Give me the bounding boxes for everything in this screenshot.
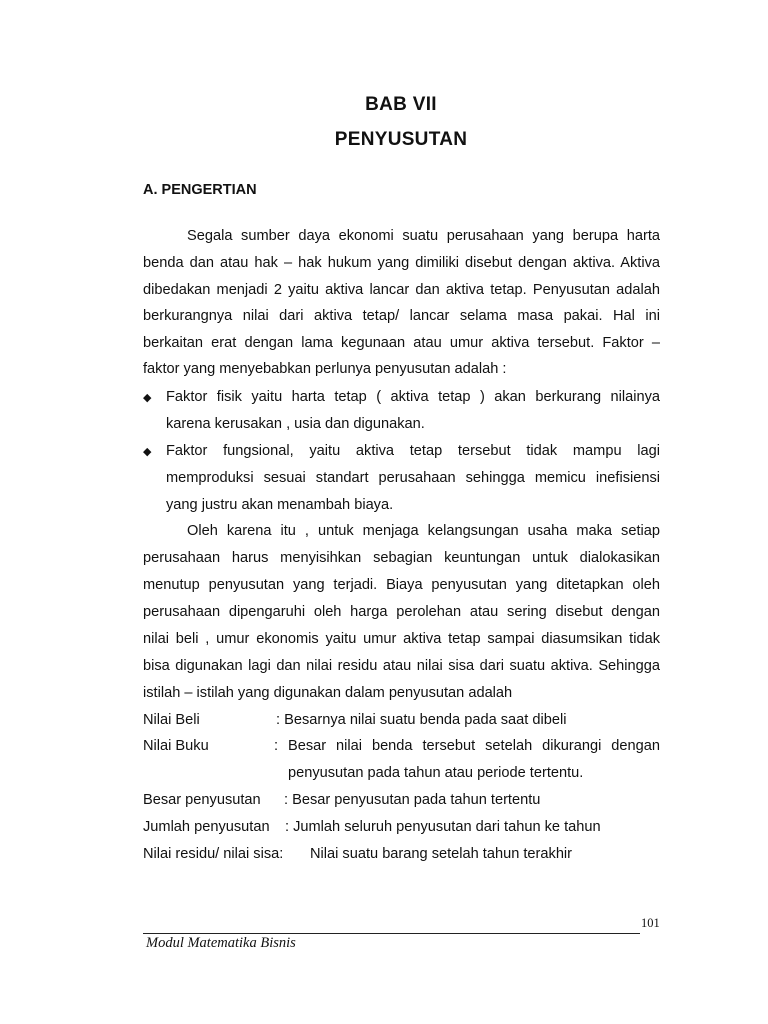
paragraph-line: berkaitan erat dengan lama kegunaan atau umur aktiva tersebut. Faktor – [143,335,660,351]
bullet-line: Faktor fisik yaitu harta tetap ( aktiva tetap ) akan berkurang nilainya [166,389,660,405]
term-label: Nilai Beli [143,712,200,728]
paragraph-line: Oleh karena itu , untuk menjaga kelangsungan usaha maka setiap [187,523,660,539]
term-definition: Nilai suatu barang setelah tahun terakhir [310,846,573,862]
bullet-line: yang justru akan menambah biaya. [166,497,394,513]
footer-rule [143,933,640,934]
term-label: Jumlah penyusutan [143,819,270,835]
bullet-line: karena kerusakan , usia dan digunakan. [166,416,425,432]
chapter-title: PENYUSUTAN [334,129,468,150]
term-definition-cont: penyusutan pada tahun atau periode tertentu. [288,765,584,781]
paragraph-line: nilai beli , umur ekonomis yaitu umur aktiva tetap sampai diasumsikan tidak [143,631,660,647]
bullet-line: Faktor fungsional, yaitu aktiva tetap tersebut tidak mampu lagi [166,443,660,459]
paragraph-line: faktor yang menyebabkan perlunya penyusutan adalah : [143,361,507,377]
page-number: 101 [641,916,660,930]
paragraph-line: menutup penyusutan yang terjadi. Biaya penyusutan yang ditetapkan oleh [143,577,660,593]
paragraph-line: Segala sumber daya ekonomi suatu perusahaan yang berupa harta [187,228,660,244]
paragraph-line: benda dan atau hak – hak hukum yang dimiliki disebut dengan aktiva. Aktiva [143,255,660,271]
paragraph-line: istilah – istilah yang digunakan dalam penyusutan adalah [143,685,513,701]
term-definition: : Besarnya nilai suatu benda pada saat dibeli [276,712,567,728]
section-heading: A. PENGERTIAN [143,182,257,198]
term-label: Nilai Buku [143,738,209,754]
term-definition: : Besar nilai benda tersebut setelah dikurangi dengan [274,738,660,754]
paragraph-line: dibedakan menjadi 2 yaitu aktiva lancar dan aktiva tetap. Penyusutan adalah [143,282,660,298]
paragraph-line: berkurangnya nilai dari aktiva tetap/ lancar selama masa pakai. Hal ini [143,308,660,324]
footer-title: Modul Matematika Bisnis [146,935,296,951]
bullet-line: memproduksi sesuai standart perusahaan sehingga memicu inefisiensi [166,470,660,486]
paragraph-line: perusahaan harus menyisihkan sebagian keuntungan untuk dialokasikan [143,550,660,566]
bullet-icon: ◆ [143,392,152,404]
term-label: Besar penyusutan [143,792,261,808]
bullet-icon: ◆ [143,446,152,458]
term-label: Nilai residu/ nilai sisa: [143,846,284,862]
paragraph-line: bisa digunakan lagi dan nilai residu atau nilai sisa dari suatu aktiva. Sehingga [143,658,660,674]
paragraph-line: perusahaan dipengaruhi oleh harga perolehan atau sering disebut dengan [143,604,660,620]
chapter-number: BAB VII [365,94,437,115]
term-definition: : Besar penyusutan pada tahun tertentu [284,792,541,808]
term-definition: : Jumlah seluruh penyusutan dari tahun ke tahun [285,819,601,835]
